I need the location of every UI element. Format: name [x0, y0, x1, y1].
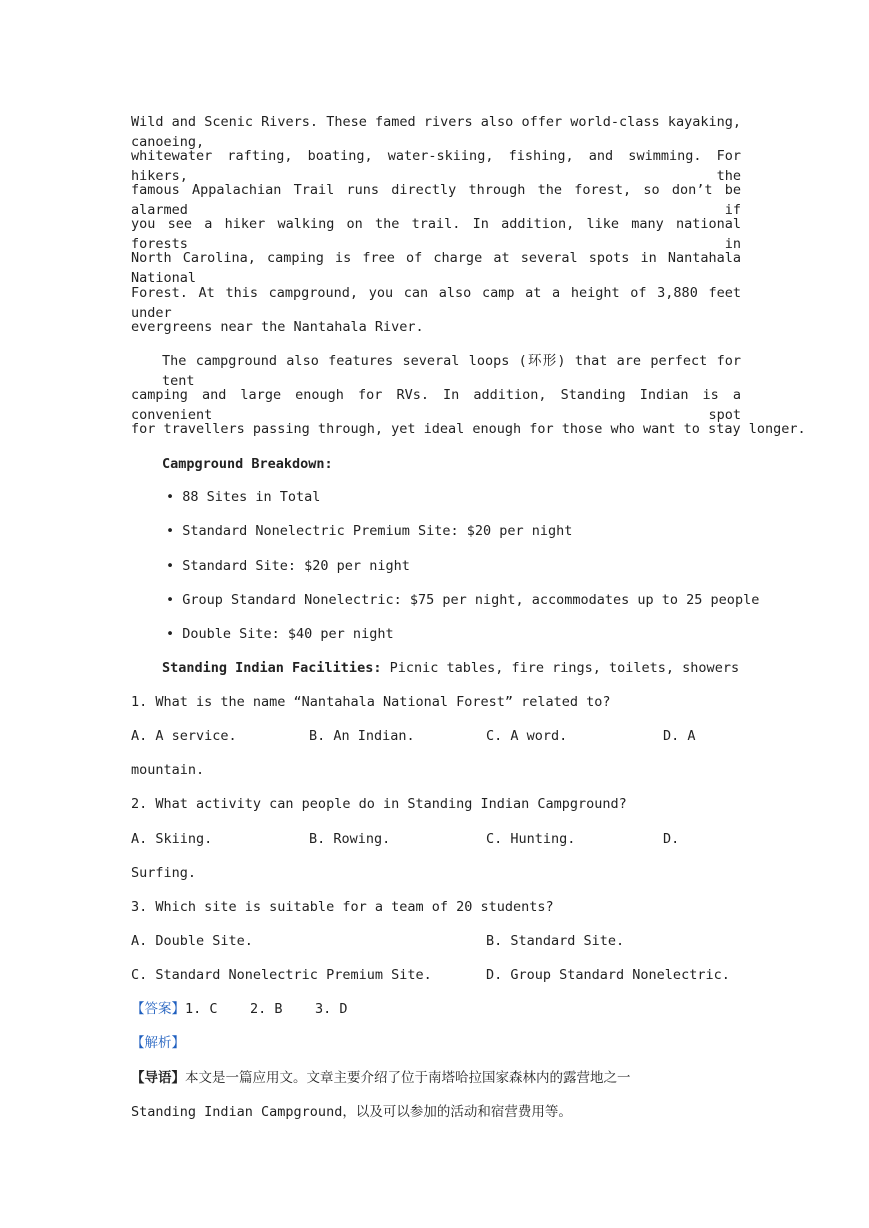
passage-line: for travellers passing through, yet ideal enough for those who want to stay longer. — [131, 421, 806, 437]
answer-label: 【答案】 — [131, 1001, 185, 1017]
passage-line: camping and large enough for RVs. In addition, Standing Indian is a convenient spot — [131, 387, 741, 423]
passage-line: you see a hiker walking on the trail. In addition, like many national forests in — [131, 216, 741, 252]
passage-line: whitewater rafting, boating, water-skiing, fishing, and swimming. For hikers, the — [131, 148, 741, 184]
passage-line: famous Appalachian Trail runs directly through the forest, so don’t be alarmed if — [131, 182, 741, 218]
passage-line: Wild and Scenic Rivers. These famed rivers also offer world-class kayaking, canoeing, — [131, 114, 741, 150]
facilities-text: Picnic tables, fire rings, toilets, showers — [381, 660, 740, 676]
passage-line: North Carolina, camping is free of charge at several spots in Nantahala National — [131, 250, 741, 286]
option-a: A. A service. — [131, 728, 237, 744]
option-wrap: Surfing. — [131, 865, 197, 881]
question-stem: 2. What activity can people do in Standing Indian Campground? — [131, 796, 627, 812]
analysis-label: 【解析】 — [131, 1035, 185, 1051]
guide-line — [131, 1068, 741, 1088]
option-d: D. A — [663, 728, 696, 744]
guide-line-2: Standing Indian Campground，以及可以参加的活动和宿营费用等。 — [131, 1104, 572, 1120]
option-wrap: mountain. — [131, 762, 205, 778]
breakdown-item: • Standard Nonelectric Premium Site: $20 per night — [166, 523, 573, 539]
question-stem: 3. Which site is suitable for a team of 20 students? — [131, 899, 554, 915]
analysis-line — [131, 1033, 741, 1053]
answer-text: 1. C 2. B 3. D — [185, 1001, 348, 1017]
answer-line — [131, 999, 741, 1019]
option-b: B. Rowing. — [309, 831, 391, 847]
option-d: D. — [663, 831, 680, 847]
guide-text-1: 本文是一篇应用文。文章主要介绍了位于南塔哈拉国家森林内的露营地之一 — [185, 1070, 631, 1086]
option-b: B. An Indian. — [309, 728, 415, 744]
passage-line: The campground also features several loops (环形) that are perfect for tent — [162, 353, 741, 389]
option-a: A. Double Site. — [131, 933, 253, 949]
breakdown-item: • 88 Sites in Total — [166, 489, 321, 505]
facilities-line — [162, 658, 741, 678]
option-a: A. Skiing. — [131, 831, 213, 847]
passage-line: evergreens near the Nantahala River. — [131, 319, 424, 335]
facilities-label: Standing Indian Facilities: — [162, 660, 382, 676]
option-d: D. Group Standard Nonelectric. — [486, 967, 730, 983]
guide-label: 【导语】 — [131, 1070, 185, 1086]
option-c: C. Standard Nonelectric Premium Site. — [131, 967, 432, 983]
breakdown-item: • Group Standard Nonelectric: $75 per night, accommodates up to 25 people — [166, 592, 760, 608]
breakdown-item: • Standard Site: $20 per night — [166, 558, 410, 574]
breakdown-item: • Double Site: $40 per night — [166, 626, 394, 642]
passage-line: Forest. At this campground, you can also camp at a height of 3,880 feet under — [131, 285, 741, 321]
option-b: B. Standard Site. — [486, 933, 625, 949]
option-c: C. A word. — [486, 728, 568, 744]
option-c: C. Hunting. — [486, 831, 576, 847]
breakdown-heading: Campground Breakdown: — [162, 456, 333, 472]
question-stem: 1. What is the name “Nantahala National Forest” related to? — [131, 694, 611, 710]
